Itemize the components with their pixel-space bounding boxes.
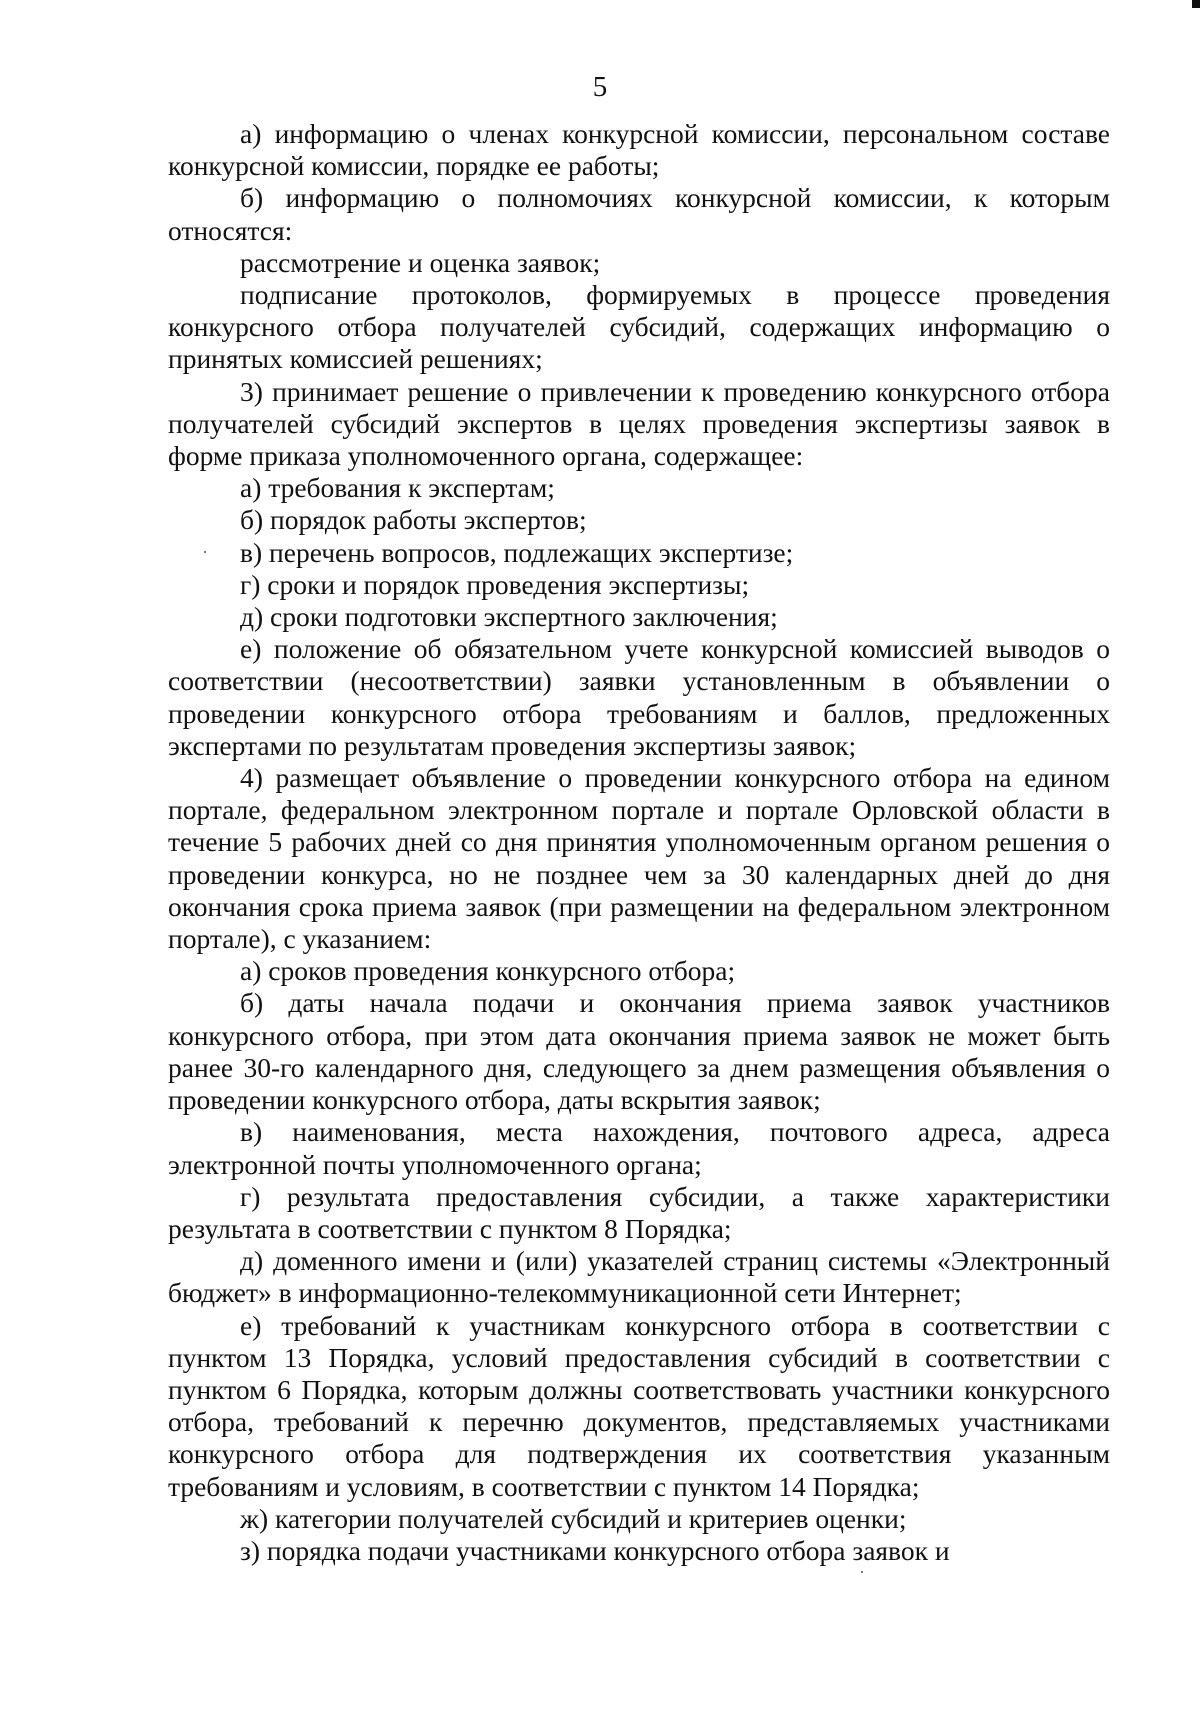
paragraph: 4) размещает объявление о проведении конкурсного отбора на едином портале, федеральном электронном портале и портале Орловской области в течение 5 рабочих дней со дня принятия уполномоченным органом решения о проведении конкурса, но не позднее чем за 30 календарных дней до дня окончания срока приема заявок (при размещении на федеральном электронном портале), с указанием: bbox=[168, 762, 1110, 955]
paragraph: рассмотрение и оценка заявок; bbox=[240, 246, 601, 278]
paragraph: б) информацию о полномочиях конкурсной комиссии, к которым относятся: bbox=[168, 182, 1110, 246]
paragraph: б) даты начала подачи и окончания приема заявок участников конкурсного отбора, при этом дата окончания приема заявок не может быть ранее 30-го календарного дня, следующего за днем размещения объявления о проведении конкурсного отбора, даты вскрытия заявок; bbox=[168, 987, 1110, 1116]
paragraph: е) положение об обязательном учете конкурсной комиссией выводов о соответствии (несоответствии) заявки установленным в объявлении о проведении конкурсного отбора требованиям и баллов, предложенных экспертами по результатам проведения экспертизы заявок; bbox=[168, 633, 1110, 761]
scan-edge-mark bbox=[1192, 0, 1200, 8]
paragraph: б) порядок работы экспертов; bbox=[240, 504, 587, 536]
paragraph: д) доменного имени и (или) указателей страниц системы «Электронный бюджет» в информационно-телекоммуникационной сети Интернет; bbox=[168, 1245, 1110, 1309]
page-number: 5 bbox=[592, 71, 608, 103]
paragraph: д) сроки подготовки экспертного заключения; bbox=[240, 601, 778, 633]
paragraph: в) наименования, места нахождения, почтового адреса, адреса электронной почты уполномоченного органа; bbox=[168, 1116, 1110, 1180]
paragraph: г) результата предоставления субсидии, а также характеристики результата в соответствии с пунктом 8 Порядка; bbox=[168, 1180, 1110, 1244]
document-body bbox=[168, 118, 1110, 1567]
paragraph: а) сроков проведения конкурсного отбора; bbox=[240, 955, 736, 987]
paragraph: ж) категории получателей субсидий и критериев оценки; bbox=[240, 1502, 907, 1534]
paragraph: подписание протоколов, формируемых в процессе проведения конкурсного отбора получателей субсидий, содержащих информацию о принятых комиссией решениях; bbox=[168, 279, 1110, 375]
paragraph: а) информацию о членах конкурсной комиссии, персональном составе конкурсной комиссии, порядке ее работы; bbox=[168, 118, 1110, 182]
paragraph: а) требования к экспертам; bbox=[240, 472, 555, 504]
paragraph: з) порядка подачи участниками конкурсного отбора заявок и bbox=[240, 1534, 950, 1566]
scan-speck bbox=[861, 1571, 863, 1573]
paragraph: 3) принимает решение о привлечении к проведению конкурсного отбора получателей субсидий экспертов в целях проведения экспертизы заявок в форме приказа уполномоченного органа, содержащее: bbox=[168, 375, 1110, 472]
paragraph: е) требований к участникам конкурсного отбора в соответствии с пунктом 13 Порядка, условий предоставления субсидий в соответствии с пунктом 6 Порядка, которым должны соответствовать участники конкурсного отбора, требований к перечню документов, представляемых участниками конкурсного отбора для подтверждения их соответствия указанным требованиям и условиям, в соответствии с пунктом 14 Порядка; bbox=[168, 1309, 1110, 1502]
paragraph: в) перечень вопросов, подлежащих экспертизе; bbox=[240, 536, 794, 568]
paragraph: г) сроки и порядок проведения экспертизы; bbox=[240, 568, 750, 600]
